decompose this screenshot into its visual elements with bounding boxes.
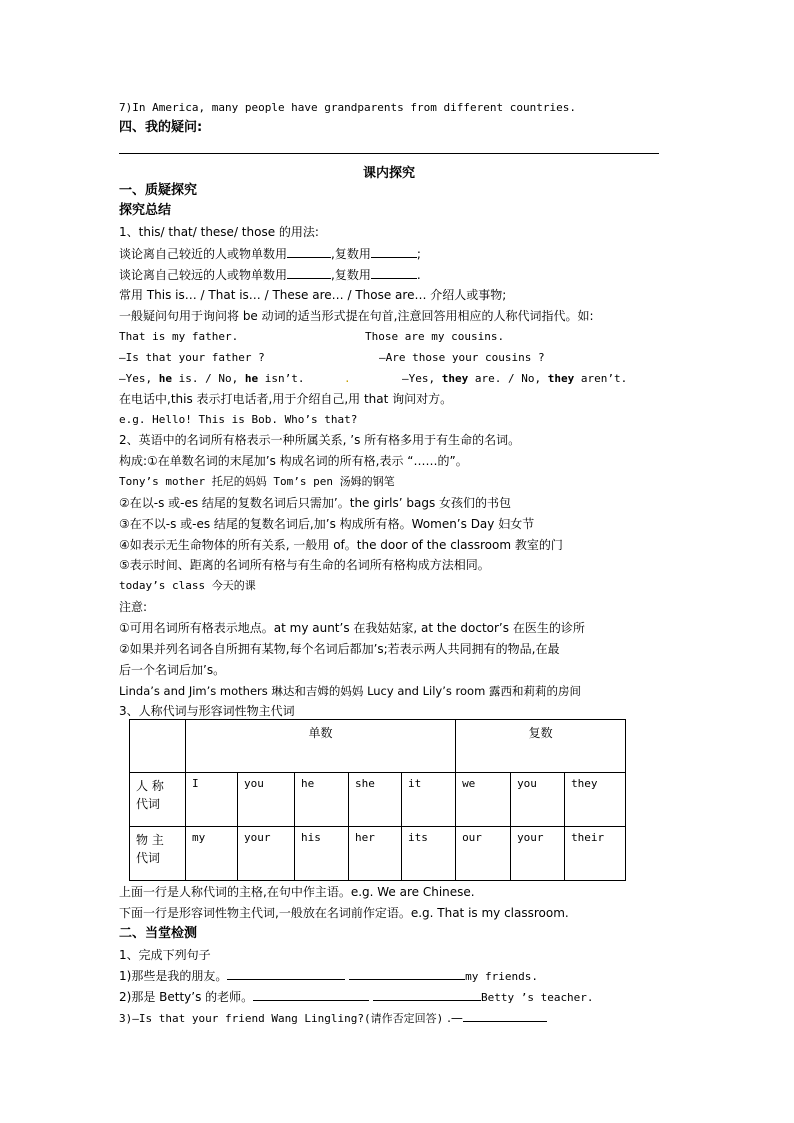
section-1-title: 一、质疑探究	[119, 183, 198, 198]
row-label-line: 代词	[136, 797, 161, 811]
question-3-prompt: 3)—Is that your friend Wang Lingling?(请作否定回答)	[119, 1012, 444, 1025]
question-1-tail: my friends.	[465, 970, 539, 983]
note-2-line-1: ②如果并列名词各自所拥有某物,每个名词后都加’s;若表示两人共同拥有的物品,在最	[119, 642, 560, 656]
answer-yes: —Yes,	[119, 372, 159, 385]
answer-blank[interactable]	[373, 988, 481, 1001]
form-rule-2: ②在以-s 或-es 结尾的复数名词后只需加’。the girls’ bags 女孩们的书包	[119, 496, 512, 510]
far-text: 谈论离自己较远的人或物单数用	[119, 268, 288, 282]
form-rule-4: ④如表示无生命物体的所有关系, 一般用 of。the door of the classroom 教室的门	[119, 538, 563, 552]
pronoun-he: he	[158, 372, 172, 385]
pronoun-he: he	[244, 372, 259, 385]
example-3-left	[119, 371, 304, 387]
phone-usage: 在电话中,this 表示打电话者,用于介绍自己,用 that 询问对方。	[119, 392, 453, 406]
table-cell: his	[295, 827, 349, 881]
form-rule-1: 构成:①在单数名词的末尾加’s 构成名词的所有格,表示 “……的”。	[119, 454, 468, 468]
example-3-right	[402, 371, 627, 387]
blank-far-plural[interactable]	[371, 266, 417, 279]
question-2-tail: Betty ’s teacher.	[480, 991, 594, 1004]
form-rule-1-example: Tony’s mother 托尼的妈妈 Tom’s pen 汤姆的钢笔	[119, 475, 395, 488]
answer-blank[interactable]	[349, 967, 465, 980]
question-7: 7)In America, many people have grandparents from different countries.	[119, 101, 576, 114]
table-cell: he	[295, 773, 349, 827]
answer-end: isn’t.	[258, 372, 305, 385]
table-corner-cell	[130, 720, 186, 773]
table-cell: your	[511, 827, 565, 881]
form-rule-3: ③在不以-s 或-es 结尾的复数名词后,加’s 构成所有格。Women’s Day 妇女节	[119, 517, 535, 531]
table-cell: she	[349, 773, 402, 827]
form-rule-5-example: today’s class 今天的课	[119, 579, 256, 592]
question-2	[119, 988, 594, 1006]
question-1	[119, 967, 538, 985]
common-usage: 常用 This is… / That is… / These are… / Those are… 介绍人或事物;	[119, 288, 507, 302]
answer-blank[interactable]	[253, 988, 369, 1001]
example-2-right: —Are those your cousins ?	[379, 351, 545, 364]
note-1: ①可用名词所有格表示地点。at my aunt’s 在我姑姑家, at the doctor’s 在医生的诊所	[119, 621, 585, 635]
table-cell: our	[456, 827, 511, 881]
answer-blank[interactable]	[227, 967, 345, 980]
point-1-title: 1、this/ that/ these/ those 的用法:	[119, 225, 319, 239]
example-1-left: That is my father.	[119, 330, 239, 343]
row-label-line: 物 主	[136, 833, 164, 847]
table-cell: my	[186, 827, 238, 881]
possessive-pronoun-label	[130, 827, 186, 881]
point-3-title: 3、人称代词与形容词性物主代词	[119, 704, 295, 718]
near-plural-text: ,复数用	[331, 247, 371, 261]
point-2-title: 2、英语中的名词所有格表示一种所属关系, ’s 所有格多用于有生命的名词。	[119, 433, 521, 447]
question-1-prompt: 1)那些是我的朋友。	[119, 969, 228, 983]
note-2-example: Linda’s and Jim’s mothers 琳达和吉姆的妈妈 Lucy and Lily’s room 露西和莉莉的房间	[119, 684, 581, 698]
near-text: 谈论离自己较近的人或物单数用	[119, 247, 288, 261]
table-cell: its	[402, 827, 456, 881]
far-end: .	[416, 268, 421, 282]
task-1-title: 1、完成下列句子	[119, 948, 211, 962]
phone-example: e.g. Hello! This is Bob. Who’s that?	[119, 413, 358, 426]
table-cell: I	[186, 773, 238, 827]
table-cell: it	[402, 773, 456, 827]
example-2-left: —Is that your father ?	[119, 351, 265, 364]
answer-blank[interactable]	[463, 1009, 547, 1022]
answer-no: are. / No,	[468, 372, 548, 385]
form-rule-5: ⑤表示时间、距离的名词所有格与有生命的名词所有格构成方法相同。	[119, 558, 490, 572]
note-2-line-2: 后一个名词后加’s。	[119, 663, 226, 677]
blank-far-singular[interactable]	[287, 266, 331, 279]
lower-row-note: 下面一行是形容词性物主代词,一般放在名词前作定语。e.g. That is my classroom.	[119, 906, 569, 920]
pronoun-they: they	[441, 372, 469, 385]
singular-header: 单数	[186, 720, 456, 773]
personal-pronoun-label	[130, 773, 186, 827]
blank-near-plural[interactable]	[371, 245, 417, 258]
table-cell: they	[565, 773, 626, 827]
near-end: ;	[416, 247, 421, 261]
section-2-title: 二、当堂检测	[119, 926, 198, 941]
answer-yes: —Yes,	[402, 372, 442, 385]
plural-header: 复数	[456, 720, 626, 773]
table-cell: we	[456, 773, 511, 827]
pronoun-table	[129, 719, 626, 881]
question-3	[119, 1009, 547, 1027]
far-plural-text: ,复数用	[331, 268, 371, 282]
class-title: 课内探究	[362, 166, 415, 181]
row-label-line: 人 称	[136, 779, 164, 793]
section-4-title: 四、我的疑问:	[119, 120, 203, 135]
question-3-dash: .—	[447, 1011, 463, 1025]
divider-line	[119, 153, 659, 154]
table-cell: you	[238, 773, 295, 827]
table-cell: her	[349, 827, 402, 881]
answer-end: aren’t.	[574, 372, 628, 385]
general-question-rule: 一般疑问句用于询问将 be 动词的适当形式提在句首,注意回答用相应的人称代词指代。如:	[119, 309, 594, 323]
answer-no: is. / No,	[172, 372, 245, 385]
summary-title: 探究总结	[119, 203, 172, 218]
note-title: 注意:	[119, 600, 148, 614]
stray-dot: .	[344, 372, 351, 385]
table-cell: your	[238, 827, 295, 881]
table-cell: their	[565, 827, 626, 881]
row-label-line: 代词	[136, 851, 161, 865]
pronoun-they: they	[547, 372, 575, 385]
table-cell: you	[511, 773, 565, 827]
upper-row-note: 上面一行是人称代词的主格,在句中作主语。e.g. We are Chinese.	[119, 885, 475, 899]
question-2-prompt: 2)那是 Betty’s 的老师。	[119, 990, 254, 1004]
near-rule	[119, 245, 421, 262]
example-1-right: Those are my cousins.	[365, 330, 505, 343]
far-rule	[119, 266, 421, 283]
blank-near-singular[interactable]	[287, 245, 331, 258]
